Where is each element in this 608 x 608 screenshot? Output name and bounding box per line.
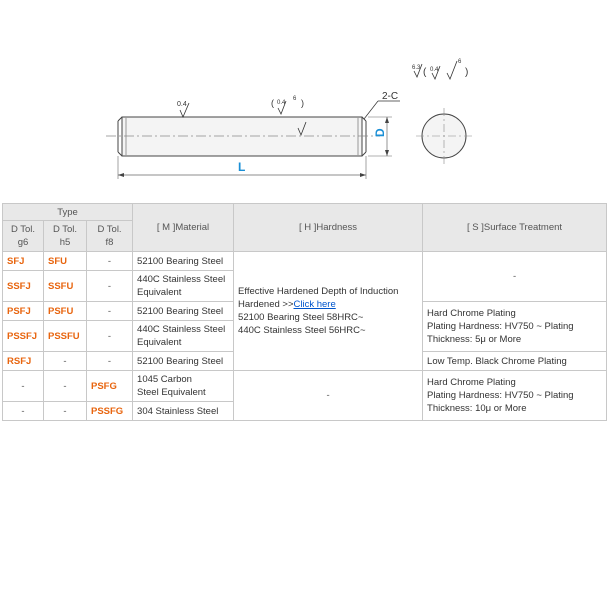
svg-text:D: D [373, 128, 387, 137]
type-code-g6[interactable]: RSFJ [3, 352, 44, 371]
svg-text:L: L [238, 160, 246, 174]
type-code-g6: - [3, 402, 44, 421]
type-code-h5: - [44, 352, 87, 371]
type-code-f8[interactable]: PSSFG [87, 402, 133, 421]
end-view-circle [416, 108, 472, 164]
header-d-tol-g6: D Tol. g6 [3, 221, 44, 252]
material-cell: 440C Stainless Steel Equivalent [133, 321, 234, 352]
type-code-f8: - [87, 252, 133, 271]
svg-text:0.4: 0.4 [177, 101, 187, 108]
type-code-h5[interactable]: SSFU [44, 271, 87, 302]
type-code-h5[interactable]: PSFU [44, 302, 87, 321]
header-material: [ M ]Material [133, 204, 234, 252]
type-code-f8: - [87, 321, 133, 352]
header-surface: [ S ]Surface Treatment [423, 204, 607, 252]
spec-table [2, 203, 607, 421]
material-cell: 304 Stainless Steel [133, 402, 234, 421]
surface-cell-black-chrome: Low Temp. Black Chrome Plating [423, 352, 607, 371]
surface-cell-hard-chrome-5: Hard Chrome Plating Plating Hardness: HV750 ~ Plating Thickness: 5μ or More [423, 302, 607, 352]
shaft-body [118, 117, 366, 156]
table-row [3, 252, 607, 271]
type-code-f8[interactable]: PSFG [87, 371, 133, 402]
shaft-technical-drawing [0, 40, 608, 200]
type-code-h5[interactable]: PSSFU [44, 321, 87, 352]
type-code-h5[interactable]: SFU [44, 252, 87, 271]
svg-text:): ) [465, 67, 469, 78]
svg-text:): ) [301, 98, 304, 108]
type-code-f8: - [87, 352, 133, 371]
header-hardness: [ H ]Hardness [234, 204, 423, 252]
material-cell: 1045 Carbon Steel Equivalent [133, 371, 234, 402]
type-code-h5: - [44, 371, 87, 402]
click-here-link[interactable]: Click here [293, 299, 336, 310]
svg-text:2-C: 2-C [382, 91, 399, 102]
svg-text:0.4: 0.4 [430, 67, 439, 73]
type-code-g6[interactable]: SSFJ [3, 271, 44, 302]
type-code-g6: - [3, 371, 44, 402]
header-type: Type [3, 204, 133, 221]
type-code-g6[interactable]: PSSFJ [3, 321, 44, 352]
roughness-mark-overall [412, 59, 468, 79]
hardness-cell-none: - [234, 371, 423, 421]
hardness-cell-induction: Effective Hardened Depth of Induction Hardened >>Click here 52100 Bearing Steel 58HRC~ 440C Stainless Steel 56HRC~ [234, 252, 423, 371]
svg-text:(: ( [423, 67, 427, 78]
surface-cell-none: - [423, 252, 607, 302]
svg-text:(: ( [271, 98, 274, 108]
material-cell: 52100 Bearing Steel [133, 302, 234, 321]
svg-text:6: 6 [458, 59, 462, 65]
diameter-dimension [368, 117, 392, 156]
length-dimension [118, 156, 366, 179]
svg-text:6.3: 6.3 [412, 65, 421, 71]
type-code-g6[interactable]: PSFJ [3, 302, 44, 321]
surface-cell-hard-chrome-10: Hard Chrome Plating Plating Hardness: HV750 ~ Plating Thickness: 10μ or More [423, 371, 607, 421]
chamfer-callout [364, 91, 400, 119]
svg-text:6: 6 [293, 96, 297, 102]
header-d-tol-f8: D Tol. f8 [87, 221, 133, 252]
material-cell: 440C Stainless Steel Equivalent [133, 271, 234, 302]
material-cell: 52100 Bearing Steel [133, 252, 234, 271]
table-row [3, 371, 607, 402]
type-code-f8: - [87, 302, 133, 321]
material-cell: 52100 Bearing Steel [133, 352, 234, 371]
roughness-mark-main [177, 101, 189, 117]
svg-text:0.4: 0.4 [277, 100, 286, 106]
type-code-f8: - [87, 271, 133, 302]
type-code-g6[interactable]: SFJ [3, 252, 44, 271]
header-d-tol-h5: D Tol. h5 [44, 221, 87, 252]
type-code-h5: - [44, 402, 87, 421]
header-row-1 [3, 204, 607, 221]
